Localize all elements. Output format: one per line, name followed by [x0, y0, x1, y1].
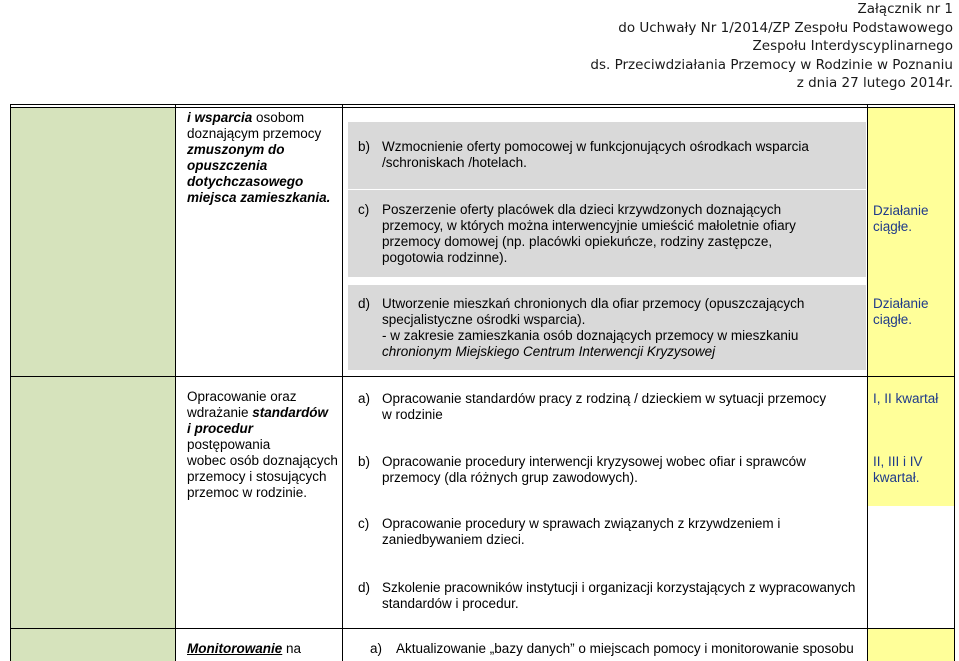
item-line: specjalistyczne ośrodki wsparcia).	[382, 312, 586, 327]
row1-goal-text	[187, 110, 339, 206]
item-label: c)	[358, 516, 370, 531]
row2-goal-text	[187, 389, 339, 501]
item-line: Wzmocnienie oferty pomocowej w funkcjonujących ośrodkach wsparcia	[382, 139, 809, 154]
item-note-line: - w zakresie zamieszkania osób doznających przemocy w mieszkaniu	[382, 328, 799, 343]
term-quarter	[873, 454, 923, 486]
item-line: Opracowanie procedury interwencji kryzysowej wobec ofiar i sprawców	[382, 454, 806, 469]
item-label: b)	[358, 139, 371, 154]
header-line-2: do Uchwały Nr 1/2014/ZP Zespołu Podstawowego	[618, 19, 953, 36]
goal-fragment: zmuszonym do	[187, 142, 285, 157]
header-line-5: z dnia 27 lutego 2014r.	[796, 75, 953, 91]
grid-line	[867, 104, 868, 661]
item-label: d)	[358, 580, 371, 595]
goal-fragment: wdrażanie	[187, 405, 253, 420]
row3-goal-text	[187, 641, 339, 657]
goal-fragment: na	[282, 641, 302, 656]
item-label: a)	[370, 641, 383, 656]
item-label: c)	[358, 202, 370, 217]
grid-line	[10, 107, 954, 108]
term-line: Działanie	[873, 203, 929, 218]
grid-line	[954, 104, 955, 661]
item-line: Szkolenie pracowników instytucji i organizacji korzystających z wypracowanych	[382, 580, 856, 595]
item-line: przemocy (dla różnych grup zawodowych).	[382, 470, 638, 485]
item-note-line: chronionym Miejskiego Centrum Interwencji Kryzysowej	[382, 344, 716, 359]
goal-fragment: postępowania	[187, 437, 271, 452]
item-label: d)	[358, 296, 371, 311]
term-line: II, III i IV	[873, 454, 923, 469]
item-line: w rodzinie	[382, 407, 443, 422]
item-line: standardów i procedur.	[382, 596, 519, 611]
row3-num-cell	[10, 628, 175, 661]
term-line: kwartał.	[873, 470, 920, 485]
item-line: zaniedbywaniem dzieci.	[382, 532, 525, 547]
goal-fragment: przemocy i stosujących	[187, 469, 327, 484]
header-line-1: Załącznik nr 1	[857, 1, 953, 17]
item-label: b)	[358, 454, 371, 469]
grid-line	[175, 104, 176, 661]
goal-fragment: doznającym przemocy	[187, 126, 322, 141]
grid-line	[10, 104, 954, 105]
grid-line	[342, 104, 343, 661]
row1-num-cell	[10, 108, 175, 376]
goal-fragment: i procedur	[187, 421, 254, 436]
header-line-3: Zespołu Interdyscyplinarnego	[752, 38, 953, 54]
item-label: a)	[358, 391, 371, 406]
goal-fragment: osobom	[252, 110, 305, 125]
term-line: ciągłe.	[873, 219, 913, 234]
goal-fragment: standardów	[252, 405, 329, 420]
goal-fragment: dotychczasowego	[187, 174, 304, 189]
item-line: Aktualizowanie „bazy danych” o miejscach pomocy i monitorowanie sposobu	[396, 641, 854, 656]
goal-fragment: i wsparcia	[187, 110, 253, 125]
header-line-4: ds. Przeciwdziałania Przemocy w Rodzinie w Poznaniu	[590, 56, 953, 73]
item-line: pogotowia rodzinne).	[382, 250, 508, 265]
item-line: /schroniskach /hotelach.	[382, 155, 527, 170]
item-line: przemocy, w których można interwencyjnie umieścić małoletnie ofiary	[382, 218, 796, 233]
row1-term-cell	[867, 108, 954, 376]
goal-fragment: Monitorowanie	[187, 641, 283, 656]
grid-line	[10, 376, 954, 377]
grid-line	[10, 104, 11, 661]
item-line: Opracowanie procedury w sprawach związanych z krzywdzeniem i	[382, 516, 781, 531]
goal-fragment: miejsca zamieszkania.	[187, 190, 331, 205]
term-line: ciągłe.	[873, 312, 913, 327]
row2-num-cell	[10, 376, 175, 628]
item-line: Utworzenie mieszkań chronionych dla ofiar przemocy (opuszczających	[382, 296, 805, 311]
item-line: Opracowanie standardów pracy z rodziną / dzieckiem w sytuacji przemocy	[382, 391, 827, 406]
term-quarter	[873, 391, 938, 407]
goal-fragment: przemoc w rodzinie.	[187, 485, 308, 500]
row3-term-cell	[867, 628, 954, 661]
goal-fragment: wobec osób doznających	[187, 453, 338, 468]
term-line: Działanie	[873, 296, 929, 311]
goal-fragment: Opracowanie oraz	[187, 389, 297, 404]
goal-fragment: opuszczenia	[187, 158, 268, 173]
item-line: Poszerzenie oferty placówek dla dzieci krzywdzonych doznających	[382, 202, 782, 217]
item-line: przemocy domowej (np. placówki opiekuńcze, rodziny zastępcze,	[382, 234, 773, 249]
grid-line	[10, 628, 954, 629]
term-continuous	[873, 296, 929, 328]
term-continuous	[873, 203, 929, 235]
term-line: I, II kwartał	[873, 391, 939, 406]
